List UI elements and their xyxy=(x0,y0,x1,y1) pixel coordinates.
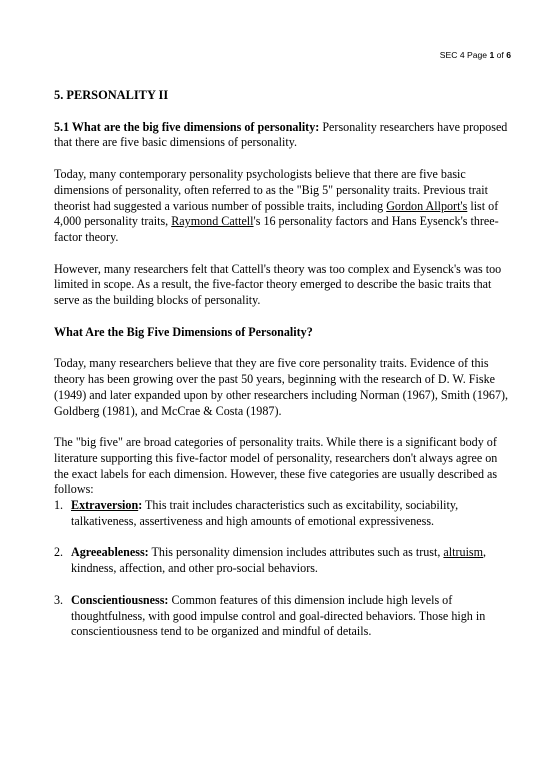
link-altruism[interactable]: altruism xyxy=(443,545,484,560)
paragraph-cattell-eysenck: However, many researchers felt that Cattell's theory was too complex and Eysenck's was too limited in scope. As a result, the five-factor theory emerged to describe the basic traits that serve as the building blocks of personality. xyxy=(54,261,502,308)
section-5-1-heading: 5.1 What are the big five dimensions of personality: xyxy=(54,119,320,134)
list-item-text: Common features of this dimension include high levels of thoughtfulness, with good impulse control and goal-directed behaviors. Those high in conscientiousness tend to be organized and mindful of details. xyxy=(71,592,486,639)
paragraph-text: 's 16 personality factors and Hans Eysenck's three-factor theory. xyxy=(54,214,499,244)
document-body xyxy=(54,88,514,640)
paragraph-big-five-categories: The "big five" are broad categories of personality traits. While there is a significant body of literature supporting this five-factor model of personality, researchers don't always agree on the exact labels for each dimension. However, these five categories are usually described as follows: xyxy=(54,435,498,497)
list-number: 2. xyxy=(54,545,64,560)
list-number: 1. xyxy=(54,498,64,513)
term-agreeableness: Agreeableness: xyxy=(71,545,149,560)
section-5-1-text: Personality researchers have proposed that there are five basic dimensions of personality. xyxy=(54,119,508,150)
list-item-conscientiousness xyxy=(54,593,514,640)
list-item-text: , kindness, affection, and other pro-social behaviors. xyxy=(71,545,487,576)
list-number: 3. xyxy=(54,592,64,607)
term-conscientiousness: Conscientiousness: xyxy=(71,592,169,607)
header-page-total: 6 xyxy=(506,50,511,60)
document-title: 5. PERSONALITY II xyxy=(54,88,169,102)
header-of: of xyxy=(494,50,507,60)
header-page-number: 1 xyxy=(489,50,495,60)
list-item-text: This personality dimension includes attributes such as trust, xyxy=(148,545,444,560)
list-item-agreeableness xyxy=(54,545,514,576)
subheading-big-five: What Are the Big Five Dimensions of Personality? xyxy=(54,324,313,339)
link-gordon-allport[interactable]: Gordon Allport's xyxy=(386,198,468,213)
link-raymond-cattell[interactable]: Raymond Cattell xyxy=(171,214,254,229)
page-header xyxy=(440,50,511,60)
header-prefix: SEC 4 Page xyxy=(439,50,490,60)
paragraph-big5-intro xyxy=(54,167,514,246)
paragraph-text: list of 4,000 personality traits, xyxy=(54,198,499,229)
term-extraversion: Extraversion xyxy=(71,498,139,513)
paragraph-research-history: Today, many researchers believe that they are five core personality traits. Evidence of this theory has been growing over the past 50 years, beginning with the research of D. W. Fiske (1949) and later expanded upon by other researchers including Norman (1967), Smith (1967), Goldberg (1981), and McCrae & Costa (1987). xyxy=(54,356,509,418)
section-5-1-paragraph xyxy=(54,120,514,151)
paragraph-text: Today, many contemporary personality psychologists believe that there are five basic dimensions of personality, often referred to as the "Big 5" personality traits. Previous trait theorist had suggested a various number of possible traits, including xyxy=(54,167,488,213)
term-colon: : xyxy=(138,498,143,513)
list-item-extraversion xyxy=(54,498,514,529)
list-item-text: This trait includes characteristics such as excitability, sociability, talkativeness, assertiveness and high amounts of emotional expressiveness. xyxy=(71,498,459,528)
big-five-list xyxy=(54,498,514,640)
